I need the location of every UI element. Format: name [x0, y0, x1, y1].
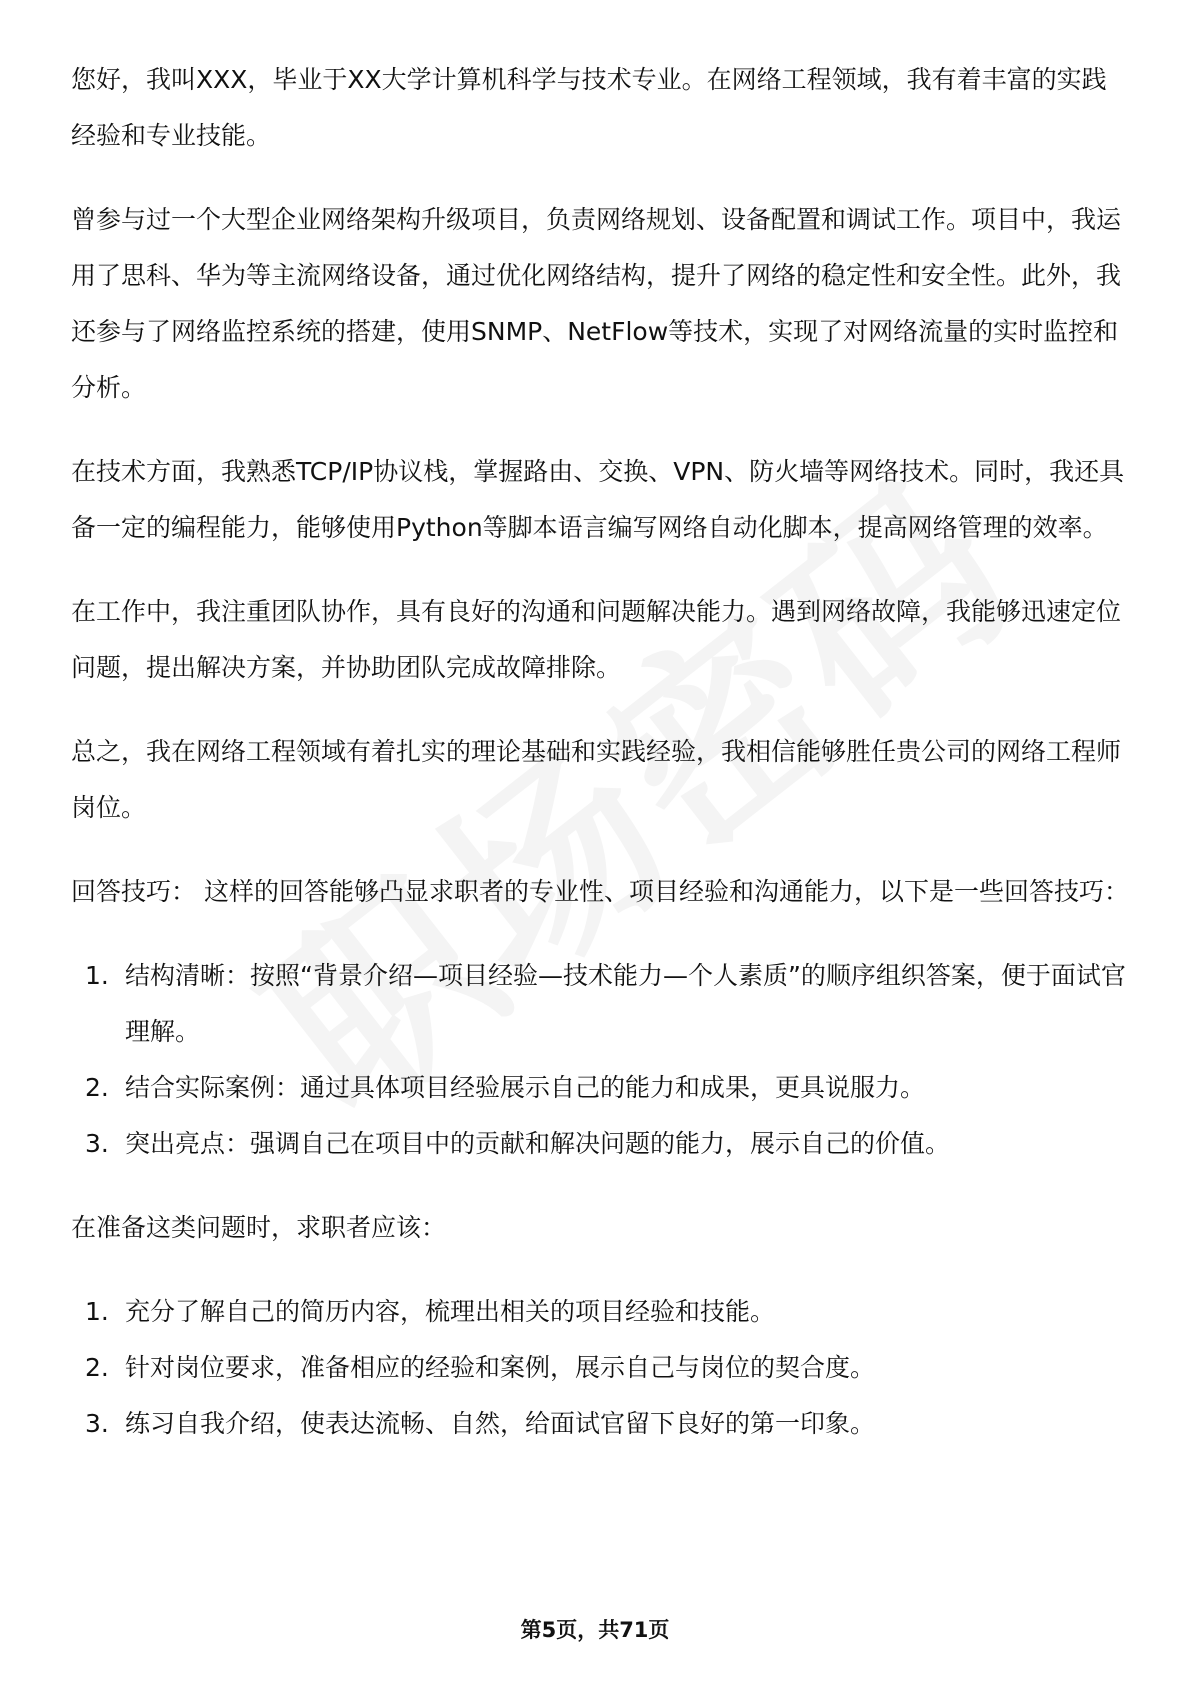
- list-item: [71, 1396, 1131, 1452]
- list-number: 3.: [85, 1129, 109, 1158]
- list-item: [71, 948, 1131, 1060]
- tips-intro-paragraph: 回答技巧： 这样的回答能够凸显求职者的专业性、项目经验和沟通能力，以下是一些回答技巧：: [71, 877, 1129, 906]
- list-item-text: 结合实际案例：通过具体项目经验展示自己的能力和成果，更具说服力。: [125, 1073, 926, 1102]
- list-item: [71, 1340, 1131, 1396]
- tips-list: [71, 948, 1131, 1172]
- list-number: 2.: [85, 1353, 109, 1382]
- list-item-text: 针对岗位要求，准备相应的经验和案例，展示自己与岗位的契合度。: [125, 1353, 876, 1382]
- list-item: [71, 1116, 1131, 1172]
- list-number: 1.: [85, 1297, 109, 1326]
- intro-paragraph: 您好，我叫XXX，毕业于XX大学计算机科学与技术专业。在网络工程领域，我有着丰富的实践经验和专业技能。: [71, 65, 1107, 150]
- list-number: 3.: [85, 1409, 109, 1438]
- list-number: 1.: [85, 961, 109, 990]
- teamwork-paragraph: 在工作中，我注重团队协作，具有良好的沟通和问题解决能力。遇到网络故障，我能够迅速定位问题，提出解决方案，并协助团队完成故障排除。: [71, 597, 1122, 682]
- list-item-text: 充分了解自己的简历内容，梳理出相关的项目经验和技能。: [125, 1297, 776, 1326]
- list-item-text: 练习自我介绍，使表达流畅、自然，给面试官留下良好的第一印象。: [125, 1409, 876, 1438]
- project-paragraph: 曾参与过一个大型企业网络架构升级项目，负责网络规划、设备配置和调试工作。项目中，我运用了思科、华为等主流网络设备，通过优化网络结构，提升了网络的稳定性和安全性。此外，我还参与了网络监控系统的搭建，使用SNMP、NetFlow等技术，实现了对网络流量的实时监控和分析。: [71, 205, 1122, 402]
- page-content: [71, 52, 1131, 1452]
- list-number: 2.: [85, 1073, 109, 1102]
- technical-paragraph: 在技术方面，我熟悉TCP/IP协议栈，掌握路由、交换、VPN、防火墙等网络技术。同时，我还具备一定的编程能力，能够使用Python等脚本语言编写网络自动化脚本，提高网络管理的效率。: [71, 457, 1125, 542]
- list-item: [71, 1284, 1131, 1340]
- prep-intro-paragraph: 在准备这类问题时，求职者应该：: [71, 1213, 447, 1242]
- summary-paragraph: 总之，我在网络工程领域有着扎实的理论基础和实践经验，我相信能够胜任贵公司的网络工程师岗位。: [71, 737, 1122, 822]
- list-item-text: 突出亮点：强调自己在项目中的贡献和解决问题的能力，展示自己的价值。: [125, 1129, 951, 1158]
- prep-list: [71, 1284, 1131, 1452]
- page-footer: 第5页，共71页: [520, 1618, 670, 1642]
- list-item-text: 结构清晰：按照“背景介绍—项目经验—技术能力—个人素质”的顺序组织答案，便于面试官理解。: [125, 961, 1126, 1046]
- list-item: [71, 1060, 1131, 1116]
